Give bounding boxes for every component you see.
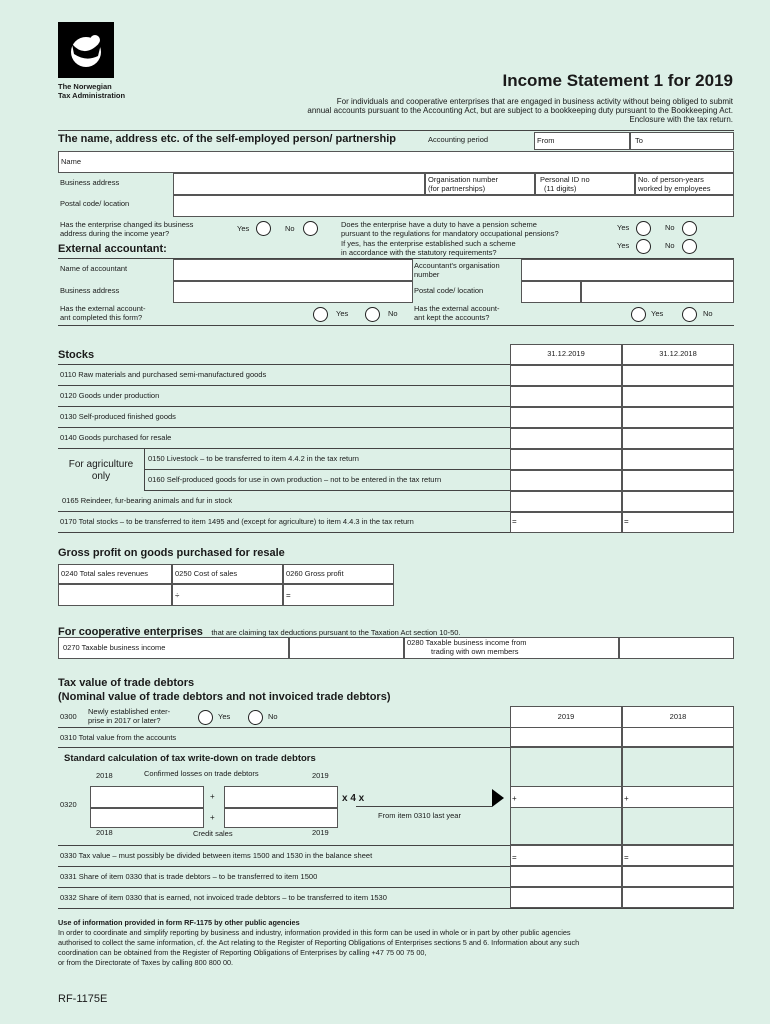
coop-heading: For cooperative enterprises that are claiming tax deductions pursuant to the Taxation Act section 10-50. bbox=[58, 626, 461, 638]
stock-value-cell[interactable] bbox=[510, 470, 622, 491]
pension-duty-yes-radio[interactable] bbox=[636, 221, 651, 236]
debtors-row-0331: 0331 Share of item 0330 that is trade debtors – to be transferred to item 1500 bbox=[60, 872, 318, 881]
id-section-heading: The name, address etc. of the self-employed person/ partnership bbox=[58, 133, 397, 145]
name-field[interactable]: Name bbox=[58, 151, 734, 173]
changed-address-no-radio[interactable] bbox=[303, 221, 318, 236]
taxable-income-input[interactable] bbox=[289, 637, 404, 659]
arrow-right-icon bbox=[492, 789, 504, 807]
stocks-row-0150: 0150 Livestock – to be transferred to item 4.4.2 in the tax return bbox=[148, 454, 359, 463]
business-address-label: Business address bbox=[60, 178, 120, 187]
agriculture-label: For agriculture only bbox=[68, 459, 134, 482]
stocks-row-0160: 0160 Self-produced goods for use in own production – not to be entered in the tax return bbox=[148, 475, 442, 484]
stocks-row-0170: 0170 Total stocks – to be transferred to item 1495 and (except for agriculture) to item 4.4.3 in the tax return bbox=[60, 517, 414, 526]
gross-profit-input[interactable]: = bbox=[283, 584, 394, 606]
total-sales-input[interactable] bbox=[58, 584, 172, 606]
business-address-field[interactable] bbox=[173, 173, 425, 195]
stock-value-cell[interactable] bbox=[622, 407, 734, 428]
debtor-value-cell[interactable] bbox=[510, 845, 622, 866]
standard-calc-heading: Standard calculation of tax write-down on trade debtors bbox=[64, 753, 316, 764]
debtors-row-0332: 0332 Share of item 0330 that is earned, not invoiced trade debtors – to be transferred to item 1530 bbox=[60, 893, 387, 902]
footer-text: Use of information provided in form RF-1175 by other public agencies In order to coordinate and simplify reporting by business and industry, information provided in this form can be used in whole or in part by other public agencies authorised to collect the same information, cf. the Act relating to the Register of Reporting Obligations of Enterprises sections 5 and 6. Information about any such coordination can be obtained from the Register of Reporting Obligations of Enterprises by calling +47 75 00 75 00, or from the Directorate of Taxes by calling 800 800 00. bbox=[58, 918, 580, 967]
logo bbox=[58, 22, 114, 78]
debtors-heading: Tax value of trade debtors (Nominal value of trade debtors and not invoiced trade debtors) bbox=[58, 677, 391, 703]
pension-established-yes-radio[interactable] bbox=[636, 239, 651, 254]
changed-address-yes-radio[interactable] bbox=[256, 221, 271, 236]
intro-text: For individuals and cooperative enterprises that are engaged in business activity without being obliged to submit annual accounts pursuant to the Accounting Act, but are subject to a bookkeeping duty pursuant to the Bookkeeping Act. Enclosure with the tax return. bbox=[307, 97, 733, 124]
taxable-income-label-cell: 0270 Taxable business income bbox=[58, 637, 289, 659]
stocks-col-2018: 31.12.2018 bbox=[622, 344, 734, 365]
total-sales-cell[interactable]: 0240 Total sales revenues bbox=[58, 564, 172, 584]
losses-2018-input[interactable] bbox=[90, 786, 204, 808]
stock-value-cell[interactable] bbox=[622, 512, 734, 533]
stock-value-cell[interactable] bbox=[622, 386, 734, 407]
accounting-period-label: Accounting period bbox=[428, 135, 489, 144]
accountant-address-field[interactable] bbox=[173, 281, 413, 303]
credit-sales-2018-input[interactable] bbox=[90, 808, 204, 828]
debtor-value-cell[interactable] bbox=[622, 727, 734, 747]
credit-sales-2019-input[interactable] bbox=[224, 808, 338, 828]
stocks-row-0140: 0140 Goods purchased for resale bbox=[60, 433, 172, 442]
newly-established-yes-radio[interactable] bbox=[198, 710, 213, 725]
accountant-name-field[interactable] bbox=[173, 259, 413, 281]
postal-code-field[interactable] bbox=[173, 195, 734, 217]
newly-established-no-radio[interactable] bbox=[248, 710, 263, 725]
debtors-col-2019: 2019 bbox=[510, 706, 622, 728]
org-name: The Norwegian Tax Administration bbox=[58, 82, 126, 100]
losses-2019-input[interactable] bbox=[224, 786, 338, 808]
org-number-field[interactable]: Organisation number (for partnerships) bbox=[425, 173, 535, 195]
accountant-kept-question: Has the external account- ant kept the accounts? bbox=[414, 304, 500, 322]
kept-accounts-yes-radio[interactable] bbox=[631, 307, 646, 322]
accountant-postal-code-field[interactable] bbox=[521, 281, 581, 303]
personal-id-field[interactable]: Personal ID no (11 digits) bbox=[535, 173, 635, 195]
pension-question: Does the enterprise have a duty to have a pension scheme pursuant to the regulations for mandatory occupational pensions? If yes, has the enterprise established such a scheme in accordance with the statutory requirements? bbox=[341, 220, 559, 257]
form-id: RF-1175E bbox=[58, 993, 108, 1005]
stock-value-cell[interactable] bbox=[510, 491, 622, 512]
write-down-result-cell[interactable] bbox=[622, 786, 734, 808]
gross-profit-cell[interactable]: 0260 Gross profit bbox=[283, 564, 394, 584]
stocks-row-0165: 0165 Reindeer, fur-bearing animals and fur in stock bbox=[62, 496, 233, 505]
debtors-col-2018: 2018 bbox=[622, 706, 734, 728]
stocks-col-2019: 31.12.2019 bbox=[510, 344, 622, 365]
debtor-value-cell[interactable] bbox=[510, 866, 622, 887]
debtor-value-cell[interactable] bbox=[510, 887, 622, 908]
stock-value-cell[interactable] bbox=[510, 386, 622, 407]
postal-code-label: Postal code/ location bbox=[60, 199, 130, 208]
accountant-address-label: Business address bbox=[60, 286, 120, 295]
stock-value-cell[interactable] bbox=[622, 470, 734, 491]
logo-mark-icon bbox=[58, 22, 114, 78]
stocks-row-0110: 0110 Raw materials and purchased semi-manufactured goods bbox=[60, 370, 267, 379]
debtor-value-cell[interactable] bbox=[622, 866, 734, 887]
period-to-field[interactable]: To bbox=[630, 132, 734, 150]
own-members-input[interactable] bbox=[619, 637, 734, 659]
stock-value-cell[interactable] bbox=[622, 491, 734, 512]
kept-accounts-no-radio[interactable] bbox=[682, 307, 697, 322]
person-years-field[interactable]: No. of person-years worked by employees bbox=[635, 173, 734, 195]
stock-value-cell[interactable] bbox=[622, 365, 734, 386]
debtors-row-0310: 0310 Total value from the accounts bbox=[60, 733, 177, 742]
stock-value-cell[interactable] bbox=[510, 449, 622, 470]
accountant-org-number-field[interactable] bbox=[521, 259, 734, 281]
accountant-name-label: Name of accountant bbox=[60, 264, 128, 273]
cost-of-sales-input[interactable]: ÷ bbox=[172, 584, 283, 606]
pension-duty-no-radio[interactable] bbox=[682, 221, 697, 236]
stocks-row-0130: 0130 Self-produced finished goods bbox=[60, 412, 176, 421]
stocks-heading: Stocks bbox=[58, 349, 95, 361]
completed-no-radio[interactable] bbox=[365, 307, 380, 322]
stock-value-cell[interactable] bbox=[622, 449, 734, 470]
stock-value-cell[interactable] bbox=[622, 428, 734, 449]
debtor-value-cell[interactable] bbox=[510, 727, 622, 747]
debtor-value-cell[interactable] bbox=[622, 845, 734, 866]
stock-value-cell[interactable] bbox=[510, 365, 622, 386]
pension-established-no-radio[interactable] bbox=[682, 239, 697, 254]
completed-yes-radio[interactable] bbox=[313, 307, 328, 322]
page-title: Income Statement 1 for 2019 bbox=[502, 71, 733, 90]
gross-profit-heading: Gross profit on goods purchased for resale bbox=[58, 547, 285, 559]
period-from-field[interactable]: From bbox=[534, 132, 630, 150]
accountant-org-number-label: Accountant's organisation number bbox=[414, 261, 500, 279]
cost-of-sales-cell[interactable]: 0250 Cost of sales bbox=[172, 564, 283, 584]
accountant-postal-label: Postal code/ location bbox=[414, 286, 484, 295]
newly-established-question: Newly established enter- prise in 2017 or later? bbox=[88, 707, 171, 725]
debtor-value-cell[interactable] bbox=[622, 887, 734, 908]
accountant-heading: External accountant: bbox=[58, 243, 167, 255]
accountant-completed-question: Has the external account- ant completed this form? bbox=[60, 304, 146, 322]
debtors-row-0330: 0330 Tax value – must possibly be divided between items 1500 and 1530 in the balance sheet bbox=[60, 851, 373, 860]
accountant-location-field[interactable] bbox=[581, 281, 734, 303]
own-members-label-cell: 0280 Taxable business income from trading with own members bbox=[404, 637, 619, 659]
write-down-result-cell[interactable] bbox=[510, 786, 622, 808]
stock-value-cell[interactable] bbox=[510, 407, 622, 428]
stock-value-cell[interactable] bbox=[510, 428, 622, 449]
changed-address-question: Has the enterprise changed its business address during the income year? bbox=[60, 220, 194, 238]
stock-value-cell[interactable] bbox=[510, 512, 622, 533]
stocks-row-0120: 0120 Goods under production bbox=[60, 391, 160, 400]
